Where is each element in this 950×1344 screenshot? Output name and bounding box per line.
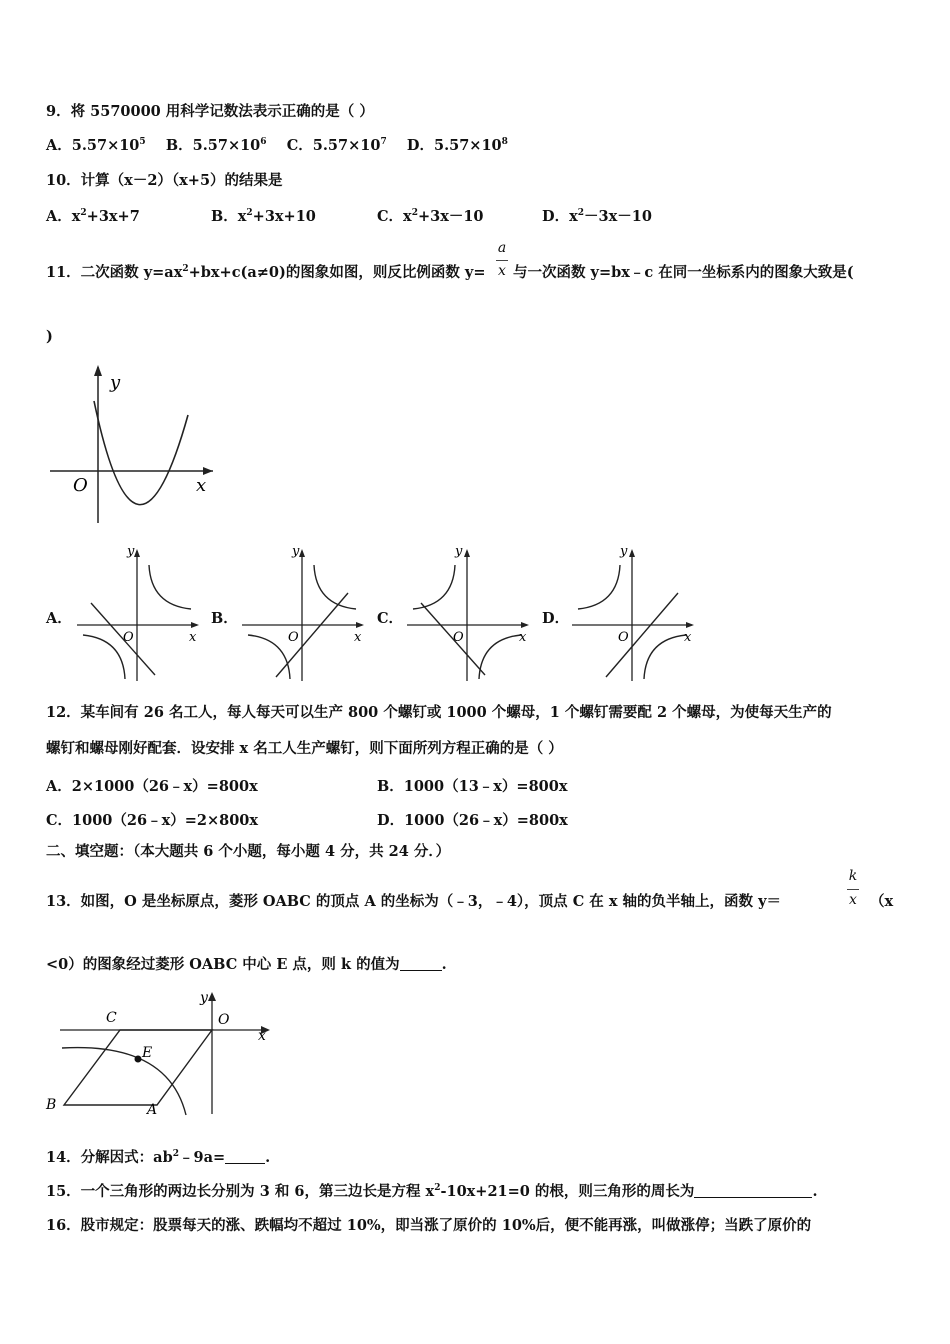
q11-fraction-denominator: x: [498, 263, 506, 279]
x-axis-arrow: [521, 622, 529, 628]
q14-answer-blank[interactable]: [225, 1149, 265, 1164]
x-axis-arrow: [203, 467, 213, 475]
q9-option-c: C．$5.57\times 10^7$: [286, 137, 387, 154]
q12-stem-line2: 螺钉和螺母刚好配套．设安排 x 名工人生产螺钉，则下面所列方程正确的是（ ）: [46, 740, 563, 757]
x-axis-arrow: [191, 622, 199, 628]
q11-option-d-label: D．: [542, 610, 570, 627]
q9-option-d: D．$5.57\times 10^8$: [406, 137, 508, 154]
hyperbola-branch-lower: [644, 635, 686, 679]
origin-label: O: [618, 630, 629, 645]
y-axis-arrow: [134, 549, 140, 557]
label-c: C: [106, 1010, 117, 1026]
q13-fraction-bar: [847, 889, 859, 890]
q9-stem: 9．将 5570000 用科学记数法表示正确的是（ ）: [46, 103, 374, 120]
origin-label: O: [73, 475, 88, 496]
label-b: B: [46, 1097, 57, 1113]
hyperbola-branch-lower: [248, 635, 290, 679]
q14-stem: 14．分解因式：$ab^2﹣9a=$ .: [46, 1149, 271, 1166]
y-axis-label: y: [292, 544, 300, 559]
q9-option-a: A．$5.57\times 10^5$: [46, 137, 146, 154]
q11-parabola-graph: [48, 363, 218, 528]
hyperbola-branch-lower: [83, 635, 125, 679]
label-a: A: [147, 1102, 158, 1118]
x-axis-arrow: [356, 622, 364, 628]
label-y: y: [200, 990, 208, 1006]
x-axis-label: x: [684, 630, 692, 645]
q12-option-a: A．2×1000（26﹣x）=800x: [46, 778, 258, 795]
q11-option-b-graph: [240, 543, 370, 683]
q13-rhombus-graph: [42, 990, 282, 1120]
q9-option-b: B．$5.57\times 10^6$: [165, 137, 267, 154]
q13-stem-line2: <0）的图象经过菱形 OABC 中心 E 点，则 k 的值为 .: [46, 956, 447, 973]
origin-label: O: [453, 630, 464, 645]
hyperbola-branch-upper: [578, 565, 620, 609]
x-axis-arrow: [686, 622, 694, 628]
y-axis-arrow: [208, 992, 216, 1001]
origin-label: O: [288, 630, 299, 645]
linear-line: [606, 593, 678, 677]
x-axis-label: x: [354, 630, 362, 645]
q11-stem-part2: 与一次函数 y=bx﹣c 在同一坐标系内的图象大致是(: [513, 264, 854, 281]
y-axis-arrow: [299, 549, 305, 557]
rhombus-oabc: [64, 1030, 212, 1105]
label-x: x: [258, 1028, 266, 1044]
y-axis-label: y: [620, 544, 628, 559]
q15-stem: 15．一个三角形的两边长分别为 3 和 6，第三边长是方程 $x^2-10x+21=0$ 的根，则三角形的周长为 .: [46, 1183, 818, 1200]
q13-stem-line1: 13．如图，O 是坐标原点，菱形 OABC 的顶点 A 的坐标为（﹣3，﹣4），顶点 C 在 x 轴的负半轴上，函数 y＝: [46, 893, 782, 910]
q11-fraction-bar: [496, 260, 508, 261]
hyperbola-branch-upper: [413, 565, 455, 609]
label-e: E: [142, 1045, 153, 1061]
y-axis-label: y: [127, 544, 135, 559]
q10-stem: 10．计算（x－2）（x+5）的结果是: [46, 172, 283, 189]
q12-stem-line1: 12．某车间有 26 名工人，每人每天可以生产 800 个螺钉或 1000 个螺母，1 个螺钉需要配 2 个螺母，为使每天生产的: [46, 704, 832, 721]
origin-label: O: [123, 630, 134, 645]
q12-option-d: D．1000（26﹣x）=800x: [377, 812, 568, 829]
q13-fraction-denominator: x: [849, 892, 857, 908]
y-axis-label: y: [110, 372, 121, 393]
q11-option-a-graph: [75, 543, 205, 683]
x-axis-label: x: [189, 630, 197, 645]
q11-fraction-numerator: a: [497, 240, 507, 256]
parabola-curve: [94, 401, 188, 505]
q13-fraction-numerator: k: [848, 868, 858, 884]
q11-option-b-label: B．: [211, 610, 238, 627]
q10-option-c: C．$x^2+3x-10$: [377, 208, 484, 225]
q16-stem: 16．股市规定：股票每天的涨、跌幅均不超过 10%，即当涨了原价的 10%后，便不能再涨，叫做涨停；当跌了原价的: [46, 1217, 812, 1234]
q13-stem-line1-end: （x: [870, 893, 894, 910]
x-axis-label: x: [196, 475, 207, 496]
hyperbola-branch-lower: [479, 635, 521, 679]
q11-option-c-label: C．: [377, 610, 404, 627]
q13-answer-blank[interactable]: [400, 956, 442, 971]
q10-option-a: A．$x^2+3x+7$: [46, 208, 140, 225]
q11-option-c-graph: [405, 543, 535, 683]
q11-stem-end: ): [46, 328, 53, 345]
q9-options: [46, 137, 508, 155]
linear-line: [276, 593, 348, 677]
q15-answer-blank[interactable]: [694, 1183, 812, 1198]
q11-option-a-label: A．: [46, 610, 72, 627]
hyperbola-branch-upper: [314, 565, 356, 609]
point-e: [135, 1056, 142, 1063]
label-o: O: [218, 1012, 230, 1028]
x-axis-label: x: [519, 630, 527, 645]
q12-option-c: C．1000（26﹣x）=2×800x: [46, 812, 259, 829]
section-2-heading: 二、填空题：（本大题共 6 个小题，每小题 4 分，共 24 分．）: [46, 843, 451, 860]
y-axis-arrow: [464, 549, 470, 557]
q10-option-d: D．$x^2-3x-10$: [542, 208, 652, 225]
y-axis-arrow: [94, 365, 102, 376]
y-axis-arrow: [629, 549, 635, 557]
y-axis-label: y: [455, 544, 463, 559]
q12-option-b: B．1000（13﹣x）=800x: [377, 778, 568, 795]
q11-option-d-graph: [570, 543, 700, 683]
q11-stem-part1: 11．二次函数 $y=ax^2+bx+c(a\ne 0)$的图象如图，则反比例函数 y=: [46, 264, 486, 281]
hyperbola-branch-upper: [149, 565, 191, 609]
q10-option-b: B．$x^2+3x+10$: [211, 208, 316, 225]
